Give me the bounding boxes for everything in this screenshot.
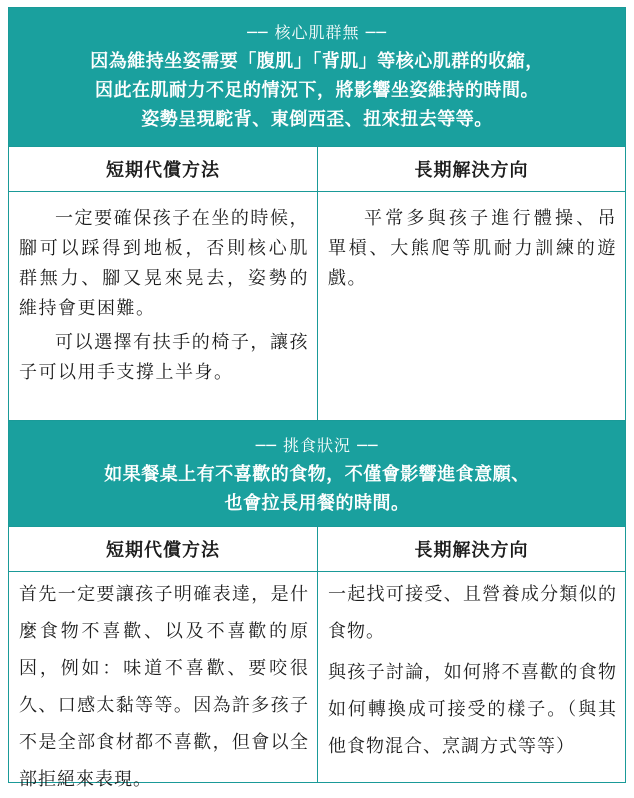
section2-col-long-header: 長期解決方向 [317, 527, 625, 571]
section1-short-para-1: 一定要確保孩子在坐的時候，腳可以踩得到地板，否則核心肌群無力、腳又晃來晃去，姿勢的維持會更困難。 [19, 208, 309, 319]
section2-long-para-1: 一起找可接受、且營養成分類似的食物。 [328, 584, 617, 642]
section1-long-cell [317, 192, 625, 420]
section2-title: ── 挑食狀況 ── [255, 436, 379, 455]
section1-line-1: 因為維持坐姿需要「腹肌」「背肌」等核心肌群的收縮， [90, 51, 544, 72]
section1-col-long-header: 長期解決方向 [317, 147, 625, 191]
section1-title: ── 核心肌群無 ── [247, 23, 387, 42]
section2-long-para-2: 與孩子討論，如何將不喜歡的食物如何轉換成可接受的樣子。（與其他食物混合、烹調方式等等） [328, 662, 617, 757]
section2-line-2: 也會拉長用餐的時間。 [224, 493, 410, 514]
section1-short-cell [9, 192, 317, 420]
section2-header-row [9, 526, 625, 571]
section1-line-2: 因此在肌耐力不足的情況下，將影響坐姿維持的時間。 [95, 80, 539, 101]
section2-long-cell [317, 572, 625, 782]
section1-long-para-1: 平常多與孩子進行體操、吊單槓、大熊爬等肌耐力訓練的遊戲。 [328, 208, 617, 289]
section1-header-row [9, 146, 625, 191]
section1-line-3: 姿勢呈現駝背、東倒西歪、扭來扭去等等。 [141, 109, 493, 130]
section1-short-para-2: 可以選擇有扶手的椅子，讓孩子可以用手支撐上半身。 [19, 332, 309, 383]
info-table [8, 7, 626, 790]
section2-short-para-1: 首先一定要讓孩子明確表達，是什麼食物不喜歡、以及不喜歡的原因，例如：味道不喜歡、要咬很久、口感太黏等等。因為許多孩子不是全部食材都不喜歡，但會以全部拒絕來表現。 [19, 584, 309, 790]
section2-line-1: 如果餐桌上有不喜歡的食物，不僅會影響進食意願、 [104, 464, 530, 485]
section1-body-row [9, 191, 625, 420]
section2-body-row [9, 571, 625, 790]
section2-short-cell [9, 572, 317, 790]
section2-col-short-header: 短期代償方法 [106, 540, 220, 561]
section1-banner [9, 8, 625, 146]
section1-col-short-header: 短期代償方法 [106, 160, 220, 181]
section2-banner [9, 420, 625, 526]
